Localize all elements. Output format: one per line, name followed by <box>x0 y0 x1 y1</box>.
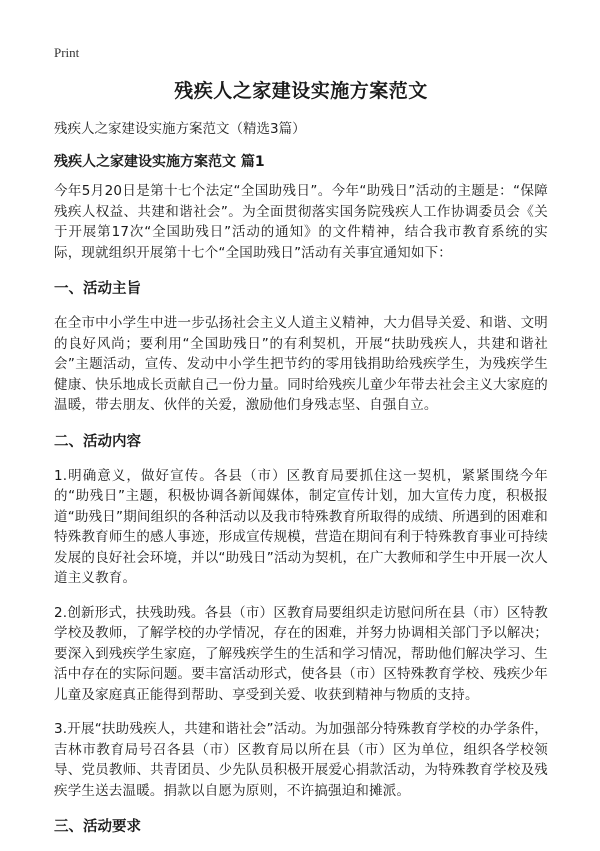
content-paragraph-2: 2.创新形式，扶残助残。各县（市）区教育局要组织走访慰问所在县（市）区特教学校及教师，了解学校的办学情况，存在的困难，并努力协调相关部门予以解决；要深入到残疾学生家庭，了解残疾学生的生活和学习情况，帮助他们解决学习、生活中存在的实际问题。要丰富活动形式，使各县（市）区特殊教育学校、残疾少年儿童及家庭真正能得到帮助、享受到关爱、收获到精神与物质的支持。 <box>54 604 548 703</box>
section-heading-purpose: 一、活动主旨 <box>54 281 141 297</box>
print-link[interactable]: Print <box>54 45 80 60</box>
section-heading-content: 二、活动内容 <box>54 433 141 450</box>
part-heading: 残疾人之家建设实施方案范文 篇1 <box>54 154 265 170</box>
content-paragraph-3: 3.开展“扶助残疾人，共建和谐社会”活动。为加强部分特殊教育学校的办学条件，吉林市教育局号召各县（市）区教育局以所在县（市）区为单位，组织各学校领导、党员教师、共青团员、少先队员积极开展爱心捐款活动，为特殊教育学校及残疾学生送去温暖。捐款以自愿为原则，不许搞强迫和摊派。 <box>54 721 548 799</box>
section-heading-requirements: 三、活动要求 <box>54 819 141 835</box>
content-paragraph-1: 1.明确意义，做好宣传。各县（市）区教育局要抓住这一契机，紧紧围绕今年的“助残日”主题，积极协调各新闻媒体，制定宣传计划，加大宣传力度，积极报道“助残日”期间组织的各种活动以及我市特殊教育所取得的成绩、所遇到的困难和特殊教育师生的感人事迹，形成宣传规模，营造在期间有利于特殊教育事业可持续发展的良好社会环境，并以“助残日”活动为契机，在广大教师和学生中开展一次人道主义教育。 <box>54 467 548 586</box>
intro-paragraph: 今年5月20日是第十七个法定“全国助残日”。今年“助残日”活动的主题是：“保障残疾人权益、共建和谐社会”。为全面贯彻落实国务院残疾人工作协调委员会《关于开展第17次“全国助残日”活动的通知》的文件精神，结合我市教育系统的实际，现就组织开展第十七个“全国助残日”活动有关事宜通知如下： <box>54 183 548 261</box>
purpose-paragraph: 在全市中小学生中进一步弘扬社会主义人道主义精神，大力倡导关爱、和谐、文明的良好风尚；要利用“全国助残日”的有利契机，开展“扶助残疾人，共建和谐社会”主题活动，宣传、发动中小学生把节约的零用钱捐助给残疾学生，为残疾学生健康、快乐地成长贡献自己一份力量。同时给残疾儿童少年带去社会主义大家庭的温暖，带去朋友、伙伴的关爱，激励他们身残志坚、自强自立。 <box>54 315 548 413</box>
document-body <box>54 76 548 851</box>
document-subtitle: 残疾人之家建设实施方案范文（精选3篇） <box>54 121 306 137</box>
document-title: 残疾人之家建设实施方案范文 <box>174 80 428 102</box>
